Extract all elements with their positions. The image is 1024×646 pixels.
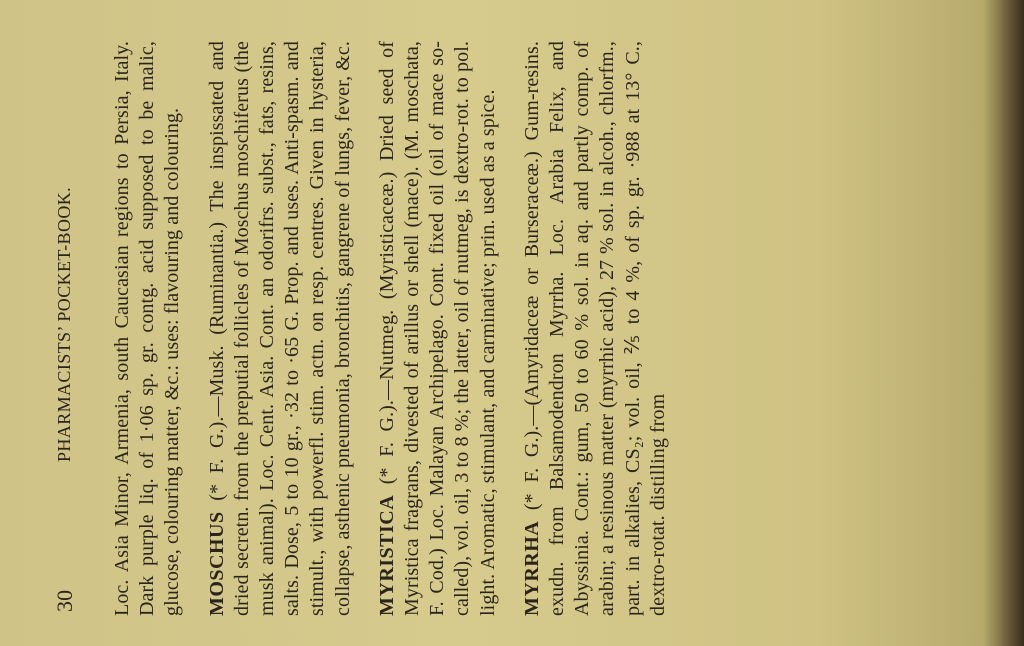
entry-moschus [205,41,356,616]
entry-body: (* F. G.).—Nutmeg. (Myristicaceæ.) Dried seed of Myristica fragrans, divested of arillus or shell (mace). (M. moschata, F. Cod.) Loc. Malayan Archipelago. Cont. fixed oil (oil of mace so-called), vol. oil, 3 to 8 %; the latter, oil of nutmeg, is dextro-rot. to pol. light. Aromatic, stimulant, and carminative; prin. used as a spice. [375,41,499,616]
entry-continuation [110,41,186,616]
entry-body: (* F. G.).—(Amyridaceæ or Burseraceæ.) Gum-resins. exudn. from Balsamodendron Myrrha. Loc. Arabia Felix, and Abyssinia. Cont.: gum, 50 to 60 % sol. in aq. and partly comp. of arabin; a resinous matter (myrrhic acid), 27 % sol. in alcoh., chlorfm., part. in alkalies, CS₂; vol. oil, ⅖ to 4 %, of sp. gr. ·988 at 13° C., dextro-rotat. distilling from [520,41,669,616]
book-binding-edge [1002,0,1024,646]
entry-text [205,41,356,616]
entry-myristica [375,41,501,616]
entry-text [375,41,501,616]
entry-head: MYRISTICA [375,494,398,616]
page-header [52,22,84,612]
entry-body: (* F. G.).—Musk. (Ruminantia.) The inspissated and dried secretn. from the preputial follicles of Moschus moschiferus (the musk animal). Loc. Cent. Asia. Cont. an odorifrs. subst., fats, resins, salts. Dose, 5 to 10 gr., ·32 to ·65 G. Prop. and uses. Anti-spasm. and stimult., with powerfl. stim. actn. on resp. centres. Given in hysteria, collapse, asthenic pneumonia, bronchitis, gangrene of lungs, fever, &c. [205,40,354,616]
entry-myrrha [520,41,671,616]
page-number: 30 [52,589,77,612]
entry-body: Loc. Asia Minor, Armenia, south Caucasian regions to Persia, Italy. Dark purple liq. of 1·06 sp. gr. contg. acid supposed to be malic, glucose, colouring matter, &c.: uses: flavouring and colouring. [111,41,184,616]
running-title: PHARMACISTS’ POCKET-BOOK. [54,186,74,462]
entry-text [520,41,671,616]
entry-head: MOSCHUS [205,511,228,616]
text-column [110,41,690,616]
entry-head: MYRRHA [520,520,543,616]
entry-text [110,41,186,616]
